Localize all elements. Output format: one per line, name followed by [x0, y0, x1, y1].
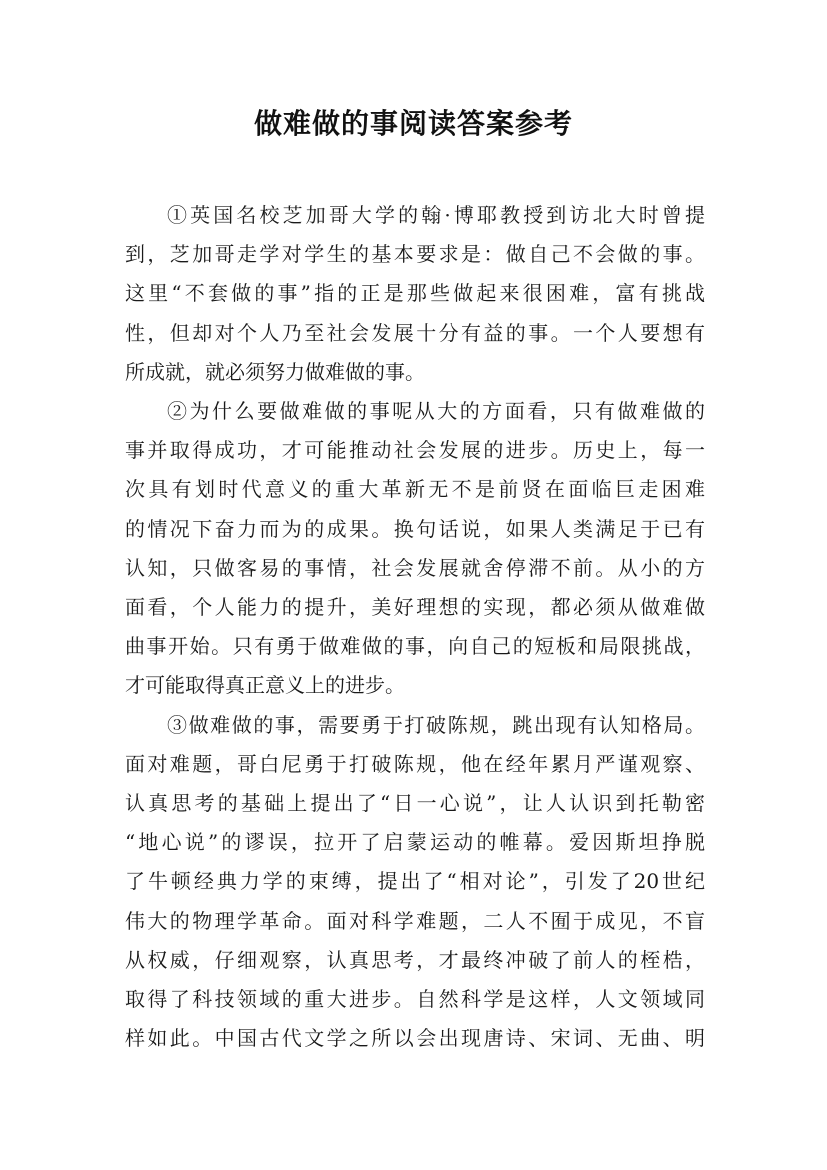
text-line: 伟大的物理学革命。面对科学难题，二人不囿于成见，不盲	[125, 908, 705, 933]
text-line: 认知，只做客易的事情，社会发展就舍停滞不前。从小的方	[125, 555, 705, 580]
paragraph-3	[125, 706, 705, 1059]
text-line: “地心说”的谬误，拉开了启蒙运动的帷幕。爱因斯坦挣脱	[125, 830, 705, 855]
text-line: 面对难题，哥白尼勇于打破陈规，他在经年累月严谨观察、	[125, 751, 705, 776]
text-line: 事并取得成功，才可能推动社会发展的进步。历史上，每一	[125, 438, 705, 463]
text-line: 面看，个人能力的提升，美好理想的实现，都必须从做难做	[125, 595, 705, 620]
text-line: 曲事开始。只有勇于做难做的事，向自己的短板和局限挑战，	[125, 634, 705, 659]
text-line: 了牛顿经典力学的束缚，提出了“相对论”，引发了20世纪	[125, 869, 705, 894]
text-line: 认真思考的基础上提出了“日一心说”，让人认识到托勒密	[125, 791, 705, 816]
text-line: ①英国名校芝加哥大学的翰·博耶教授到访北大时曾提	[167, 203, 705, 227]
text-line: 样如此。中国古代文学之所以会出现唐诗、宋词、无曲、明	[125, 1026, 705, 1051]
text-line: 才可能取得真正意义上的进步。	[125, 673, 405, 698]
text-line: 次具有划时代意义的重大革新无不是前贤在面临巨走困难	[125, 477, 705, 502]
document-body	[125, 196, 705, 1058]
text-line: ③做难做的事，需要勇于打破陈规，跳出现有认知格局。	[167, 712, 705, 737]
text-line: 性，但却对个人乃至社会发展十分有益的事。一个人要想有	[125, 320, 705, 345]
paragraph-1	[125, 196, 705, 392]
text-line: 所成就，就必须努力做难做的事。	[125, 359, 425, 384]
text-line: 到，芝加哥走学对学生的基本要求是：做自己不会做的事。	[125, 242, 705, 267]
text-line: ②为什么要做难做的事呢从大的方面看，只有做难做的	[167, 399, 705, 424]
text-line: 从权威，仔细观察，认真思考，才最终冲破了前人的桎梏，	[125, 947, 705, 972]
document-title: 做难做的事阅读答案参考	[253, 107, 573, 140]
text-line: 这里“不套做的事”指的正是那些做起来很困难，富有挑战	[125, 281, 705, 306]
text-line: 的情况下奋力而为的成果。换句话说，如果人类满足于已有	[125, 516, 705, 541]
paragraph-2	[125, 392, 705, 706]
text-line: 取得了科技领域的重大进步。自然科学是这样，人文领域同	[125, 987, 705, 1012]
